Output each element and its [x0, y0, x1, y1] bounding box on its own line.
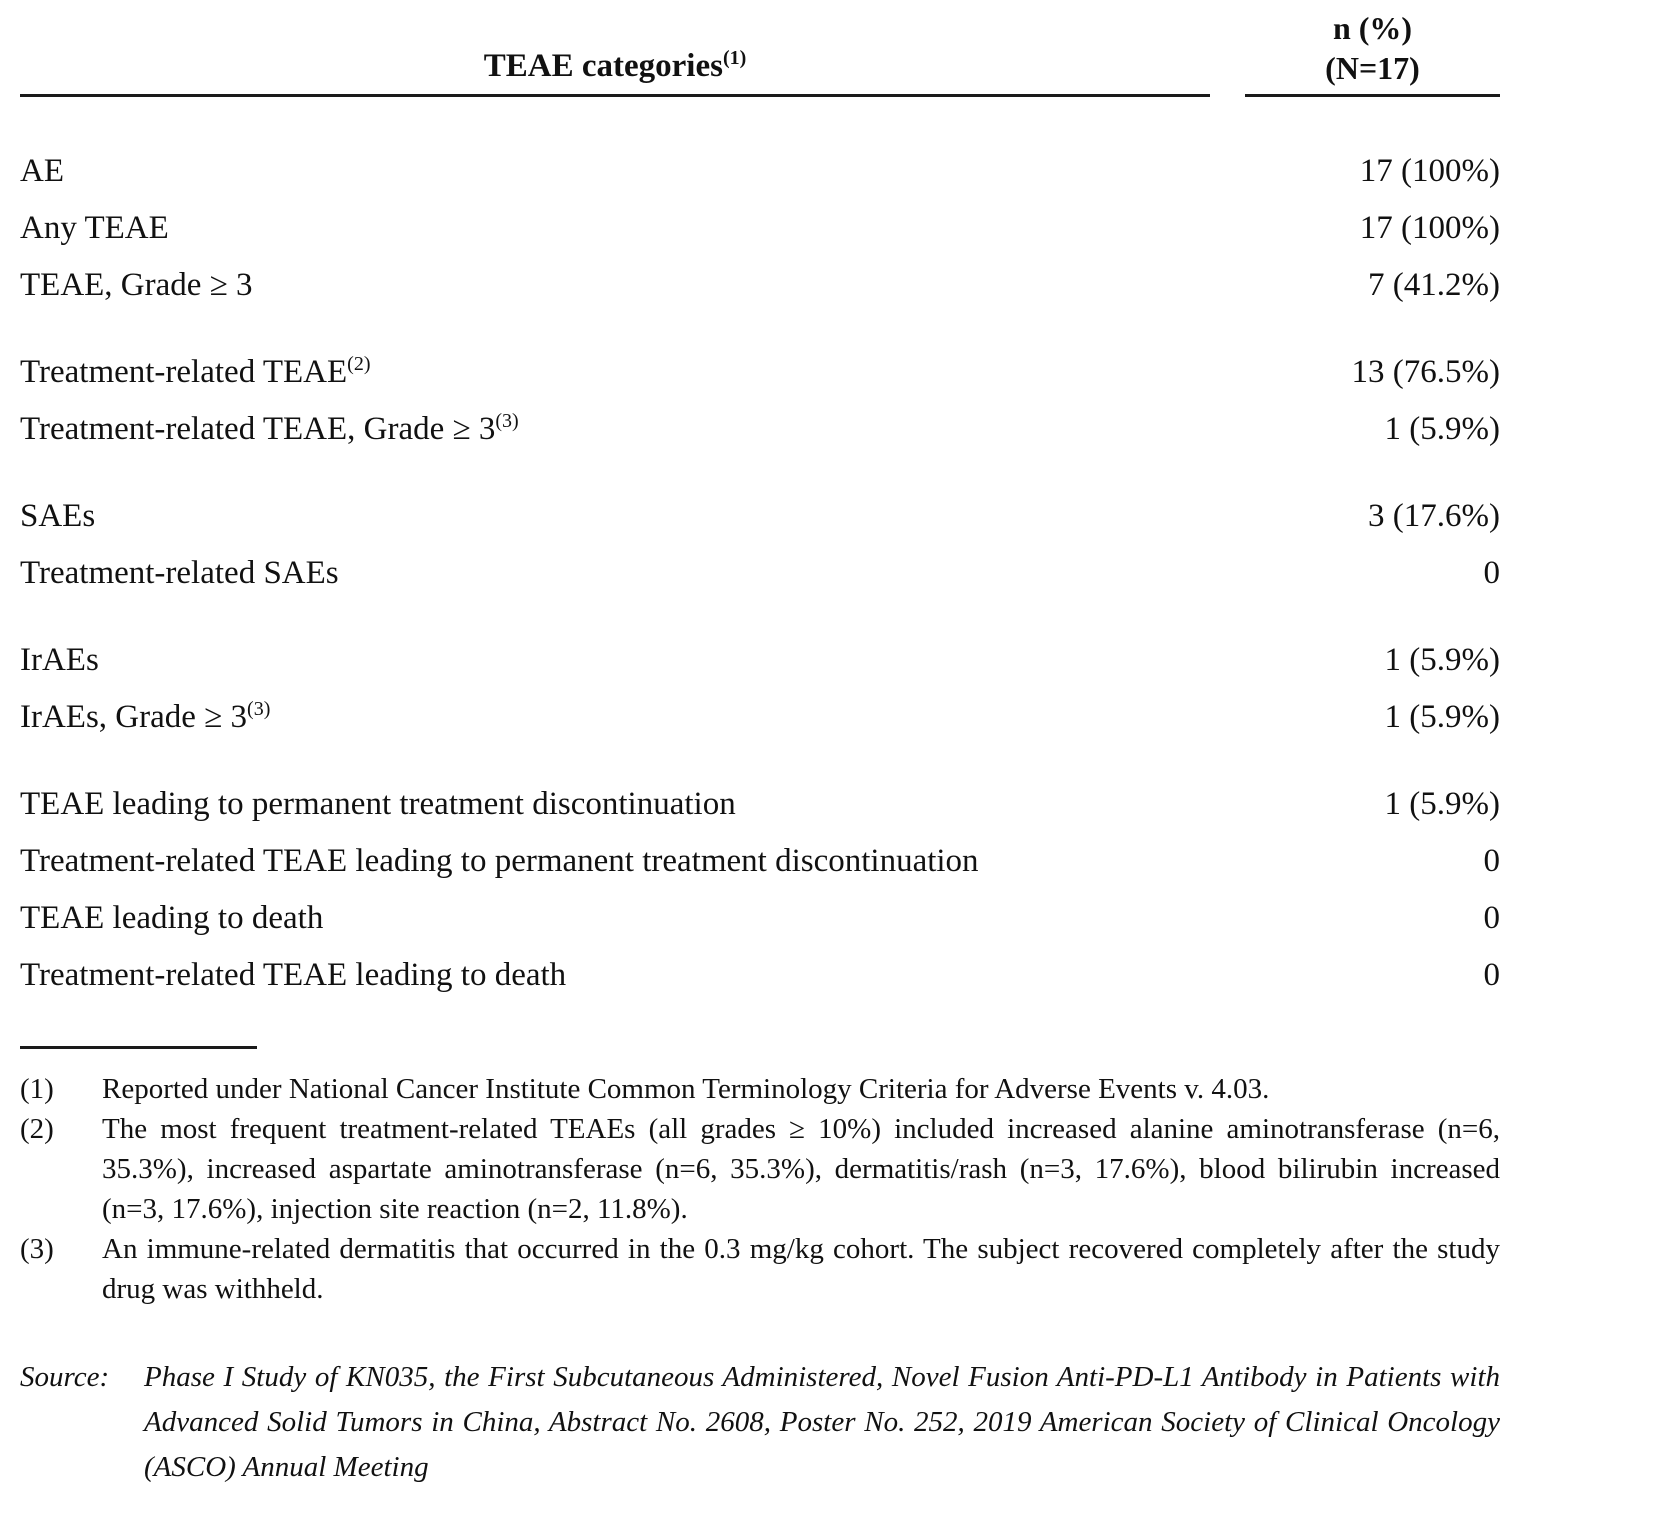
footnotes — [20, 1069, 1500, 1309]
row-label-text: IrAEs — [20, 642, 99, 678]
header-count-line1: n (%) — [1332, 10, 1413, 46]
row-value: 13 (76.5%) — [1351, 354, 1500, 390]
row-label — [20, 632, 129, 689]
row-label — [20, 545, 369, 602]
header-categories-footnote-ref: (1) — [722, 47, 747, 69]
row-footnote-ref: (3) — [495, 410, 519, 432]
row-label — [20, 488, 125, 545]
footnote — [20, 1109, 1500, 1229]
footnote — [20, 1069, 1500, 1109]
table-group-iraes — [20, 632, 1500, 746]
row-label-text: Treatment-related SAEs — [20, 555, 339, 591]
row-value: 1 (5.9%) — [1384, 699, 1500, 735]
row-footnote-ref: (2) — [347, 353, 371, 375]
row-label — [20, 947, 596, 1004]
table-row — [20, 545, 1500, 602]
source-citation — [20, 1355, 1500, 1490]
table-header-categories — [20, 46, 1210, 97]
row-label — [20, 776, 766, 833]
row-label — [20, 257, 283, 314]
table-row — [20, 776, 1500, 833]
table-body — [20, 143, 1500, 1004]
table-row — [20, 200, 1500, 257]
row-label-text: AE — [20, 153, 64, 189]
table-group-discontinuation-death — [20, 776, 1500, 1004]
footnote-number: (3) — [20, 1233, 54, 1265]
row-value: 0 — [1483, 900, 1500, 936]
row-value: 1 (5.9%) — [1384, 786, 1500, 822]
footnote-number: (1) — [20, 1073, 54, 1105]
table-group-saes — [20, 488, 1500, 602]
row-label-text: Treatment-related TEAE, Grade ≥ 3 — [20, 411, 496, 447]
row-label — [20, 344, 400, 401]
header-count-line2: (N=17) — [1325, 50, 1420, 86]
footnote-text: The most frequent treatment-related TEAEs (all grades ≥ 10%) included increased alanine aminotransferase (n=6, 35.3%), increased aspartate aminotransferase (n=6, 35.3%), dermatitis/rash (n=3, 17.6%), blood bilirubin increased (n=3, 17.6%), injection site reaction (n=2, 11.8%). — [102, 1113, 1500, 1225]
row-value: 0 — [1483, 957, 1500, 993]
table-row — [20, 257, 1500, 314]
row-label-text: Treatment-related TEAE leading to death — [20, 957, 567, 993]
row-value: 17 (100%) — [1359, 210, 1500, 246]
row-value: 1 (5.9%) — [1384, 411, 1500, 447]
row-label — [20, 401, 549, 458]
row-label-text: Any TEAE — [20, 210, 169, 246]
row-label-text: Treatment-related TEAE leading to permanent treatment discontinuation — [20, 843, 979, 879]
table-group-treatment-related — [20, 344, 1500, 458]
table-header-count — [1245, 8, 1500, 97]
row-value: 0 — [1483, 555, 1500, 591]
table-row — [20, 143, 1500, 200]
row-label-text: SAEs — [20, 498, 96, 534]
table-row — [20, 488, 1500, 545]
row-label — [20, 143, 94, 200]
row-label-text: TEAE leading to permanent treatment discontinuation — [20, 786, 736, 822]
table-row — [20, 344, 1500, 401]
row-label — [20, 890, 353, 947]
footnote-divider — [20, 1046, 257, 1049]
footnote-text: Reported under National Cancer Institute Common Terminology Criteria for Adverse Events v. 4.03. — [102, 1073, 1270, 1105]
row-label-text: Treatment-related TEAE — [20, 354, 348, 390]
table-row — [20, 401, 1500, 458]
row-value: 17 (100%) — [1359, 153, 1500, 189]
row-label-text: IrAEs, Grade ≥ 3 — [20, 699, 248, 735]
table-group-teae — [20, 143, 1500, 314]
row-footnote-ref: (3) — [247, 698, 271, 720]
table-row — [20, 947, 1500, 1004]
row-label — [20, 200, 199, 257]
row-label — [20, 833, 1009, 890]
row-label-text: TEAE, Grade ≥ 3 — [20, 267, 253, 303]
row-label-text: TEAE leading to death — [20, 900, 324, 936]
table-row — [20, 689, 1500, 746]
source-label: Source: — [20, 1361, 110, 1393]
row-label — [20, 689, 300, 746]
row-value: 1 (5.9%) — [1384, 642, 1500, 678]
footnote-number: (2) — [20, 1113, 54, 1145]
footnote-text: An immune-related dermatitis that occurred in the 0.3 mg/kg cohort. The subject recovered completely after the study drug was withheld. — [102, 1233, 1500, 1305]
footnote — [20, 1229, 1500, 1309]
table-header — [20, 8, 1500, 97]
table-row — [20, 890, 1500, 947]
row-value: 3 (17.6%) — [1368, 498, 1500, 534]
table-row — [20, 833, 1500, 890]
source-text: Phase I Study of KN035, the First Subcutaneous Administered, Novel Fusion Anti-PD-L1 Antibody in Patients with Advanced Solid Tumors in China, Abstract No. 2608, Poster No. 252, 2019 American Society of Clinical Oncology (ASCO) Annual Meeting — [144, 1361, 1500, 1483]
table-row — [20, 632, 1500, 689]
header-categories-label: TEAE categories — [483, 48, 723, 84]
row-value: 7 (41.2%) — [1368, 267, 1500, 303]
row-value: 0 — [1483, 843, 1500, 879]
